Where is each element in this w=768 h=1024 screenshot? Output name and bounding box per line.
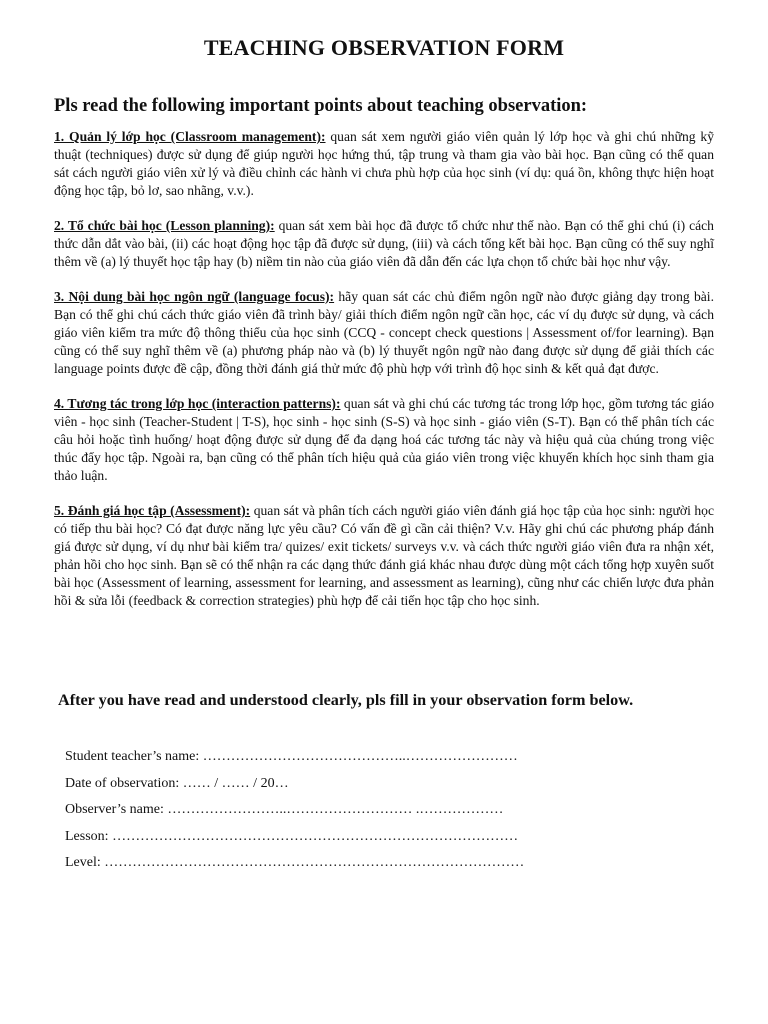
section-heading: 4. Tương tác trong lớp học (interaction patterns): [54, 396, 341, 411]
field-label: Lesson: [65, 828, 113, 844]
section-classroom-management [54, 128, 714, 200]
field-label: Student teacher’s name: [65, 749, 203, 764]
field-label: Level: [65, 855, 105, 870]
section-language-focus [54, 288, 714, 378]
field-blank[interactable]: ……………………………………………………………………………… [104, 855, 525, 870]
section-assessment [54, 502, 714, 610]
date-of-observation-field[interactable] [65, 775, 665, 802]
section-heading: 1. Quản lý lớp học (Classroom management): [54, 129, 326, 144]
section-body: quan sát xem bài học đã được tổ chức như thế nào. Bạn có thể ghi chú (i) cách thức dẫn dắt vào bài, (ii) các hoạt động học tập đã được sử dụng, (iii) và cách tổng kết bài học. Bạn cũng có thể suy nghĩ thêm về (a) lý thuyết học tập hay (b) niềm tin nào của giáo viên đã dẫn đến các lựa chọn tổ chức bài học như vậy. [54, 218, 714, 269]
field-blank[interactable]: …………………………………………………………………………… [112, 828, 519, 844]
section-body: quan sát và phân tích cách người giáo viên đánh giá học tập của học sinh: người học có tiếp thu bài học? Có đạt được năng lực yêu cầu? Có vấn đề gì cần cải thiện? V.v. Hãy ghi chú các phương pháp đánh giá được sử dụng, ví dụ như bài kiểm tra/ quizes/ exit tickets/ surveys v.v. và cách thức người giáo viên đưa ra nhận xét, phản hồi cho học sinh. Bạn sẽ có thể nhận ra các dạng thức đánh giá khác nhau được dùng một cách tổng hợp xuyên suốt bài học (Assessment of learning, assessment for learning, and assessment as learning), cũng như các chiến lược đưa phản hồi & sửa lỗi (feedback & correction strategies) phù hợp để cải tiến học tập cho học sinh. [54, 503, 714, 608]
section-body: quan sát xem người giáo viên quản lý lớp học và ghi chú những kỹ thuật (techniques) được sử dụng để giúp người học hứng thú, tập trung và tham gia vào bài học. Bạn cũng có thể quan sát cách người giáo viên xử lý và điều chỉnh các hành vi chưa phù hợp của học sinh (ví dụ: quá ồn, không thực hiện hoạt động học tập, bỏ lơ, sao nhãng, v.v.). [54, 129, 714, 198]
lesson-field[interactable] [65, 828, 665, 855]
observation-form-fields [65, 748, 665, 881]
student-teacher-name-field[interactable] [65, 748, 665, 775]
section-heading: 3. Nội dung bài học ngôn ngữ (language focus): [54, 289, 335, 304]
observation-points [54, 128, 714, 627]
field-blank[interactable]: ……………………..……………………… .……………… [167, 802, 504, 817]
field-blank[interactable]: …… / …… / 20… [182, 775, 289, 791]
section-heading: 2. Tổ chức bài học (Lesson planning): [54, 218, 275, 233]
section-interaction-patterns [54, 395, 714, 485]
level-field[interactable] [65, 854, 665, 881]
page-title: TEACHING OBSERVATION FORM [203, 35, 565, 60]
intro-heading: Pls read the following important points about teaching observation: [54, 96, 588, 116]
observer-name-field[interactable] [65, 801, 665, 828]
section-body: hãy quan sát các chủ điểm ngôn ngữ nào được giảng dạy trong bài. Bạn có thể ghi chú cách thức giáo viên đã trình bày/ giải thích điểm ngôn ngữ cần học, các ví dụ được sử dụng, và cách giáo viên kiểm tra mức độ thông thiểu của học sinh (CCQ - concept check questions | Assessment of/for learning). Bạn cũng có thể suy nghĩ thêm về (a) phương pháp nào và (b) lý thuyết ngôn ngữ nào đang được sử dụng để giải thích các language points được đề cập, đồng thời đánh giá thử mức độ phù hợp với trình độ học sinh & kết quả đạt được. [54, 289, 714, 376]
section-heading: 5. Đánh giá học tập (Assessment): [54, 503, 251, 518]
field-blank[interactable]: ……………………………………..…………………… [202, 749, 518, 764]
field-label: Date of observation: [65, 775, 183, 791]
field-label: Observer’s name: [65, 802, 168, 817]
closing-instruction: After you have read and understood clearly, pls fill in your observation form below. [58, 691, 634, 709]
section-lesson-planning [54, 217, 714, 271]
section-body: quan sát và ghi chú các tương tác trong lớp học, gồm tương tác giáo viên - học sinh (Teacher-Student | T-S), học sinh - học sinh (S-S) và học sinh - giáo viên (S-T). Bạn có thể phân tích các câu hỏi hoặc tình huống/ hoạt động được sử dụng để đa dạng hoá các tương tác này và hiệu quả của chúng trong việc thúc đẩy học tập. Ngoài ra, bạn cũng có thể phân tích hiệu quả của giáo viên trong việc khuyến khích học sinh tham gia thảo luận. [54, 396, 714, 483]
